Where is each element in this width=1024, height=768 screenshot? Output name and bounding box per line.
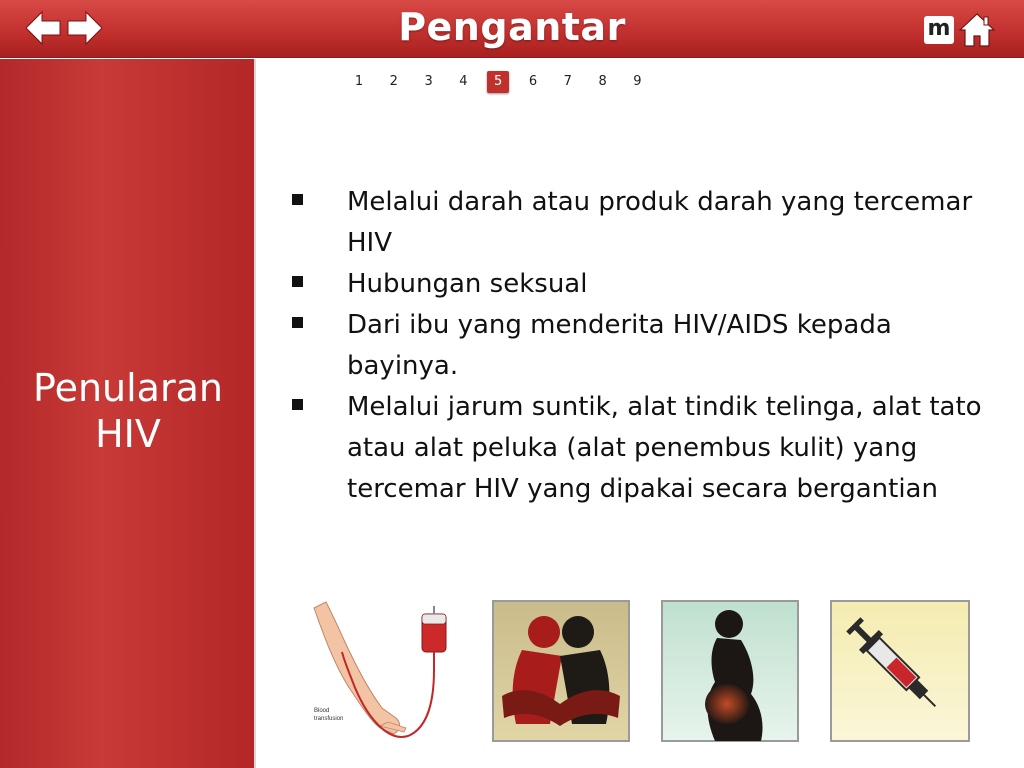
mother-to-child-image [661,600,799,742]
page-number-1[interactable]: 1 [354,74,364,89]
bullet-list [290,182,990,510]
bullet-item [290,264,990,305]
page-title: Pengantar [398,5,626,49]
syringe-image [830,600,970,742]
bullet-text: Hubungan seksual [347,269,588,299]
header-bar [0,0,1024,58]
page-number-8[interactable]: 8 [598,74,607,89]
page-number-5[interactable]: 5 [487,71,509,93]
home-icon[interactable] [958,12,996,48]
page-number-7[interactable]: 7 [563,74,572,89]
bullet-text: Dari ibu yang menderita HIV/AIDS kepada bayinya. [347,310,892,381]
blood-label-line-2: transfusion [314,716,344,722]
bullet-item [290,305,990,387]
page-number-4[interactable]: 4 [459,74,468,89]
bullet-square-icon [292,276,303,287]
page-number-2[interactable]: 2 [389,74,398,89]
sidebar-title-line-2: HIV [95,412,161,456]
bullet-item [290,182,990,264]
bullet-text: Melalui jarum suntik, alat tindik telinga, alat tato atau alat peluka (alat penembus kulit) yang tercemar HIV yang dipakai secara bergantian [347,392,982,504]
sidebar-title [0,365,256,457]
sidebar-title-line-1: Penularan [33,366,223,410]
bullet-square-icon [292,317,303,328]
bullet-square-icon [292,194,303,205]
page-number-3[interactable]: 3 [424,74,433,89]
page-number-9[interactable]: 9 [633,74,642,89]
bullet-item [290,387,990,510]
bullet-square-icon [292,399,303,410]
blood-label-line-1: Blood [314,708,330,714]
sexual-contact-image [492,600,630,742]
sidebar [0,59,256,768]
m-logo-button[interactable]: m [924,16,954,44]
page-number-6[interactable]: 6 [528,74,538,89]
blood-transfusion-image [308,600,458,742]
bullet-text: Melalui darah atau produk darah yang tercemar HIV [347,187,973,258]
